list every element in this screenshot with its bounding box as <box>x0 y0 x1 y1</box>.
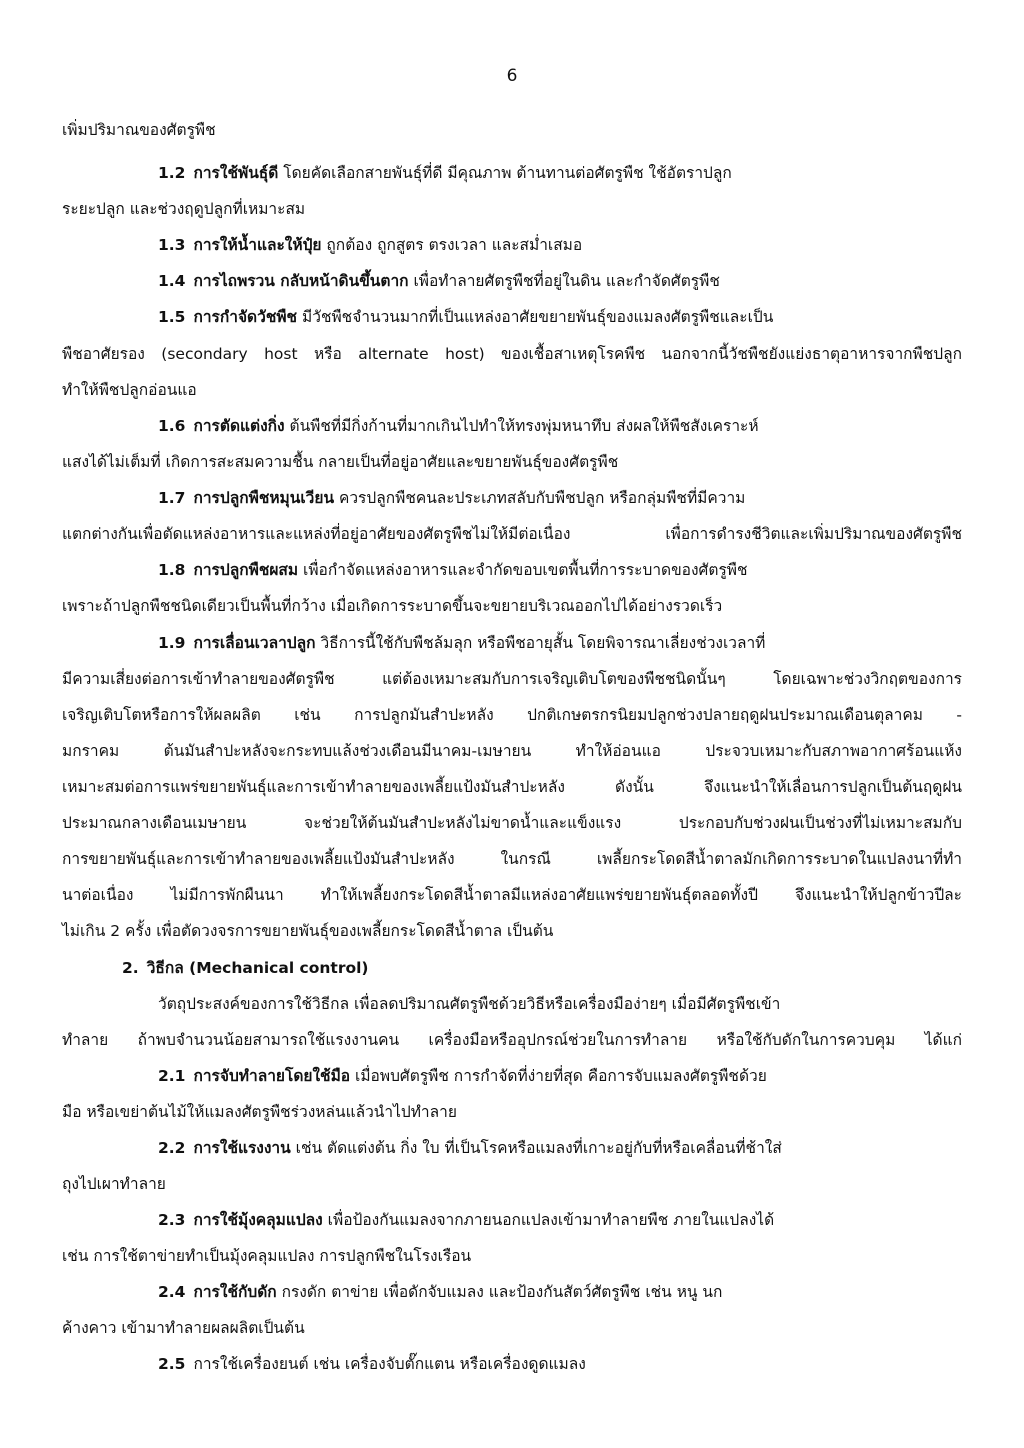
paragraph-line: ทำลาย ถ้าพบจำนวนน้อยสามารถใช้แรงงานคน เครื่องมือหรืออุปกรณ์ช่วยในการทำลาย หรือใช้กับดักในการควบคุม ได้แก่ <box>62 1031 962 1049</box>
paragraph-line: วัตถุประสงค์ของการใช้วิธีกล เพื่อลดปริมาณศัตรูพืชด้วยวิธีหรือเครื่องมือง่ายๆ เมื่อมีศัตรูพืชเข้า <box>158 995 781 1013</box>
paragraph-line: ประมาณกลางเดือนเมษายน จะช่วยให้ต้นมันสำปะหลังไม่ขาดน้ำและแข็งแรง ประกอบกับช่วงฝนเป็นช่วงที่ไม่เหมาะสมกับ <box>62 814 962 832</box>
subsection-2-4 <box>158 1280 722 1304</box>
paragraph-line: ค้างคาว เข้ามาทำลายผลผลิตเป็นต้น <box>62 1319 305 1337</box>
item-heading: การให้น้ำและให้ปุ๋ย <box>193 236 322 254</box>
subsection-1-6 <box>158 414 759 438</box>
paragraph-line: มกราคม ต้นมันสำปะหลังจะกระทบแล้งช่วงเดือนมีนาคม-เมษายน ทำให้อ่อนแอ ประจวบเหมาะกับสภาพอากาศร้อนแห้ง <box>62 742 962 760</box>
item-number: 1.8 <box>158 561 186 579</box>
paragraph-line: เพราะถ้าปลูกพืชชนิดเดียวเป็นพื้นที่กว้าง เมื่อเกิดการระบาดขึ้นจะขยายบริเวณออกไปได้อย่างรวดเร็ว <box>62 597 723 615</box>
item-text: เช่น ตัดแต่งต้น กิ่ง ใบ ที่เป็นโรคหรือแมลงที่เกาะอยู่กับที่หรือเคลื่อนที่ช้าใส่ <box>290 1139 782 1157</box>
item-number: 1.6 <box>158 417 186 435</box>
subsection-1-7 <box>158 486 745 510</box>
item-text: เพื่อทำลายศัตรูพืชที่อยู่ในดิน และกำจัดศัตรูพืช <box>408 272 720 290</box>
subsection-2-3 <box>158 1208 774 1232</box>
item-heading: การกำจัดวัชพืช <box>193 308 298 326</box>
item-heading: การจับทำลายโดยใช้มือ <box>193 1067 351 1085</box>
item-number: 1.9 <box>158 634 186 652</box>
paragraph-line: พืชอาศัยรอง (secondary host หรือ alternate host) ของเชื้อสาเหตุโรคพืช นอกจากนี้วัชพืชยังแย่งธาตุอาหารจากพืชปลูก <box>62 345 962 363</box>
item-number: 2.5 <box>158 1355 186 1373</box>
paragraph-line: ไม่เกิน 2 ครั้ง เพื่อตัดวงจรการขยายพันธุ์ของเพลี้ยกระโดดสีน้ำตาล เป็นต้น <box>62 922 554 940</box>
item-number: 1.7 <box>158 489 186 507</box>
subsection-1-4 <box>158 269 720 293</box>
item-number: 1.5 <box>158 308 186 326</box>
paragraph-line: เจริญเติบโตหรือการให้ผลผลิต เช่น การปลูกมันสำปะหลัง ปกติเกษตรกรนิยมปลูกช่วงปลายฤดูฝนประมาณเดือนตุลาคม - <box>62 706 962 724</box>
item-text: การใช้เครื่องยนต์ เช่น เครื่องจับตั๊กแตน หรือเครื่องดูดแมลง <box>193 1355 586 1373</box>
item-text: เพื่อป้องกันแมลงจากภายนอกแปลงเข้ามาทำลายพืช ภายในแปลงได้ <box>322 1211 775 1229</box>
item-heading: การตัดแต่งกิ่ง <box>193 417 285 435</box>
paragraph-line: แตกต่างกันเพื่อตัดแหล่งอาหารและแหล่งที่อยู่อาศัยของศัตรูพืชไม่ให้มีต่อเนื่อง เพื่อการดำรงชีวิตและเพิ่มปริมาณของศัตรูพืช <box>62 525 962 543</box>
paragraph-line: ทำให้พืชปลูกอ่อนแอ <box>62 381 197 399</box>
item-text: ต้นพืชที่มีกิ่งก้านที่มากเกินไปทำให้ทรงพุ่มหนาทึบ ส่งผลให้พืชสังเคราะห์ <box>284 417 759 435</box>
subsection-1-3 <box>158 233 582 257</box>
item-heading: การไถพรวน กลับหน้าดินขึ้นตาก <box>193 272 409 290</box>
subsection-1-5 <box>158 305 773 329</box>
paragraph-line: แสงได้ไม่เต็มที่ เกิดการสะสมความชื้น กลายเป็นที่อยู่อาศัยและขยายพันธุ์ของศัตรูพืช <box>62 453 619 471</box>
page-number: 6 <box>506 66 518 86</box>
item-heading: การใช้มุ้งคลุมแปลง <box>193 1211 323 1229</box>
item-text: ถูกต้อง ถูกสูตร ตรงเวลา และสม่ำเสมอ <box>321 236 583 254</box>
subsection-2-1 <box>158 1064 767 1088</box>
section-number: 2. <box>122 959 139 977</box>
section-2-heading <box>122 956 369 980</box>
paragraph-line: การขยายพันธุ์และการเข้าทำลายของเพลี้ยแป้งมันสำปะหลัง ในกรณี เพลี้ยกระโดดสีน้ำตาลมักเกิดการระบาดในแปลงนาที่ทำ <box>62 850 962 868</box>
item-heading: การใช้กับดัก <box>193 1283 277 1301</box>
item-text: มีวัชพืชจำนวนมากที่เป็นแหล่งอาศัยขยายพันธุ์ของแมลงศัตรูพืชและเป็น <box>297 308 774 326</box>
item-heading: การปลูกพืชหมุนเวียน <box>193 489 335 507</box>
item-text: วิธีการนี้ใช้กับพืชล้มลุก หรือพืชอายุสั้น โดยพิจารณาเลี่ยงช่วงเวลาที่ <box>315 634 766 652</box>
item-text: เพื่อกำจัดแหล่งอาหารและจำกัดขอบเขตพื้นที่การระบาดของศัตรูพืช <box>298 561 748 579</box>
paragraph-line: เช่น การใช้ตาข่ายทำเป็นมุ้งคลุมแปลง การปลูกพืชในโรงเรือน <box>62 1247 472 1265</box>
paragraph-line: เพิ่มปริมาณของศัตรูพืช <box>62 121 216 139</box>
item-heading: การใช้แรงงาน <box>193 1139 291 1157</box>
subsection-2-5 <box>158 1352 586 1376</box>
item-text: โดยคัดเลือกสายพันธุ์ที่ดี มีคุณภาพ ต้านทานต่อศัตรูพืช ใช้อัตราปลูก <box>278 164 732 182</box>
paragraph-line: นาต่อเนื่อง ไม่มีการพักผืนนา ทำให้เพลี้ยงกระโดดสีน้ำตาลมีแหล่งอาศัยแพร่ขยายพันธุ์ตลอดทั้งปี จึงแนะนำให้ปลูกข้าวปีละ <box>62 886 962 904</box>
subsection-1-9 <box>158 631 765 655</box>
item-text: กรงดัก ตาข่าย เพื่อดักจับแมลง และป้องกันสัตว์ศัตรูพืช เช่น หนู นก <box>276 1283 723 1301</box>
item-number: 2.3 <box>158 1211 186 1229</box>
paragraph-line: ถุงไปเผาทำลาย <box>62 1175 166 1193</box>
paragraph-line: มือ หรือเขย่าต้นไม้ให้แมลงศัตรูพืชร่วงหล่นแล้วนำไปทำลาย <box>62 1103 457 1121</box>
paragraph-line: เหมาะสมต่อการแพร่ขยายพันธุ์และการเข้าทำลายของเพลี้ยแป้งมันสำปะหลัง ดังนั้น จึงแนะนำให้เลื่อนการปลูกเป็นต้นฤดูฝน <box>62 778 962 796</box>
item-number: 2.2 <box>158 1139 186 1157</box>
item-number: 2.4 <box>158 1283 186 1301</box>
item-heading: การเลื่อนเวลาปลูก <box>193 634 316 652</box>
item-number: 1.4 <box>158 272 186 290</box>
paragraph-line: มีความเสี่ยงต่อการเข้าทำลายของศัตรูพืช แต่ต้องเหมาะสมกับการเจริญเติบโตของพืชชนิดนั้นๆ โดยเฉพาะช่วงวิกฤตของการ <box>62 670 962 688</box>
subsection-1-8 <box>158 558 748 582</box>
subsection-2-2 <box>158 1136 782 1160</box>
item-heading: การใช้พันธุ์ดี <box>193 164 279 182</box>
item-text: ควรปลูกพืชคนละประเภทสลับกับพืชปลูก หรือกลุ่มพืชที่มีความ <box>334 489 746 507</box>
item-number: 1.3 <box>158 236 186 254</box>
subsection-1-2 <box>158 161 732 185</box>
item-heading: การปลูกพืชผสม <box>193 561 299 579</box>
section-title: วิธีกล (Mechanical control) <box>146 959 369 977</box>
paragraph-line: ระยะปลูก และช่วงฤดูปลูกที่เหมาะสม <box>62 200 306 218</box>
item-text: เมื่อพบศัตรูพืช การกำจัดที่ง่ายที่สุด คือการจับแมลงศัตรูพืชด้วย <box>350 1067 767 1085</box>
item-number: 2.1 <box>158 1067 186 1085</box>
item-number: 1.2 <box>158 164 186 182</box>
